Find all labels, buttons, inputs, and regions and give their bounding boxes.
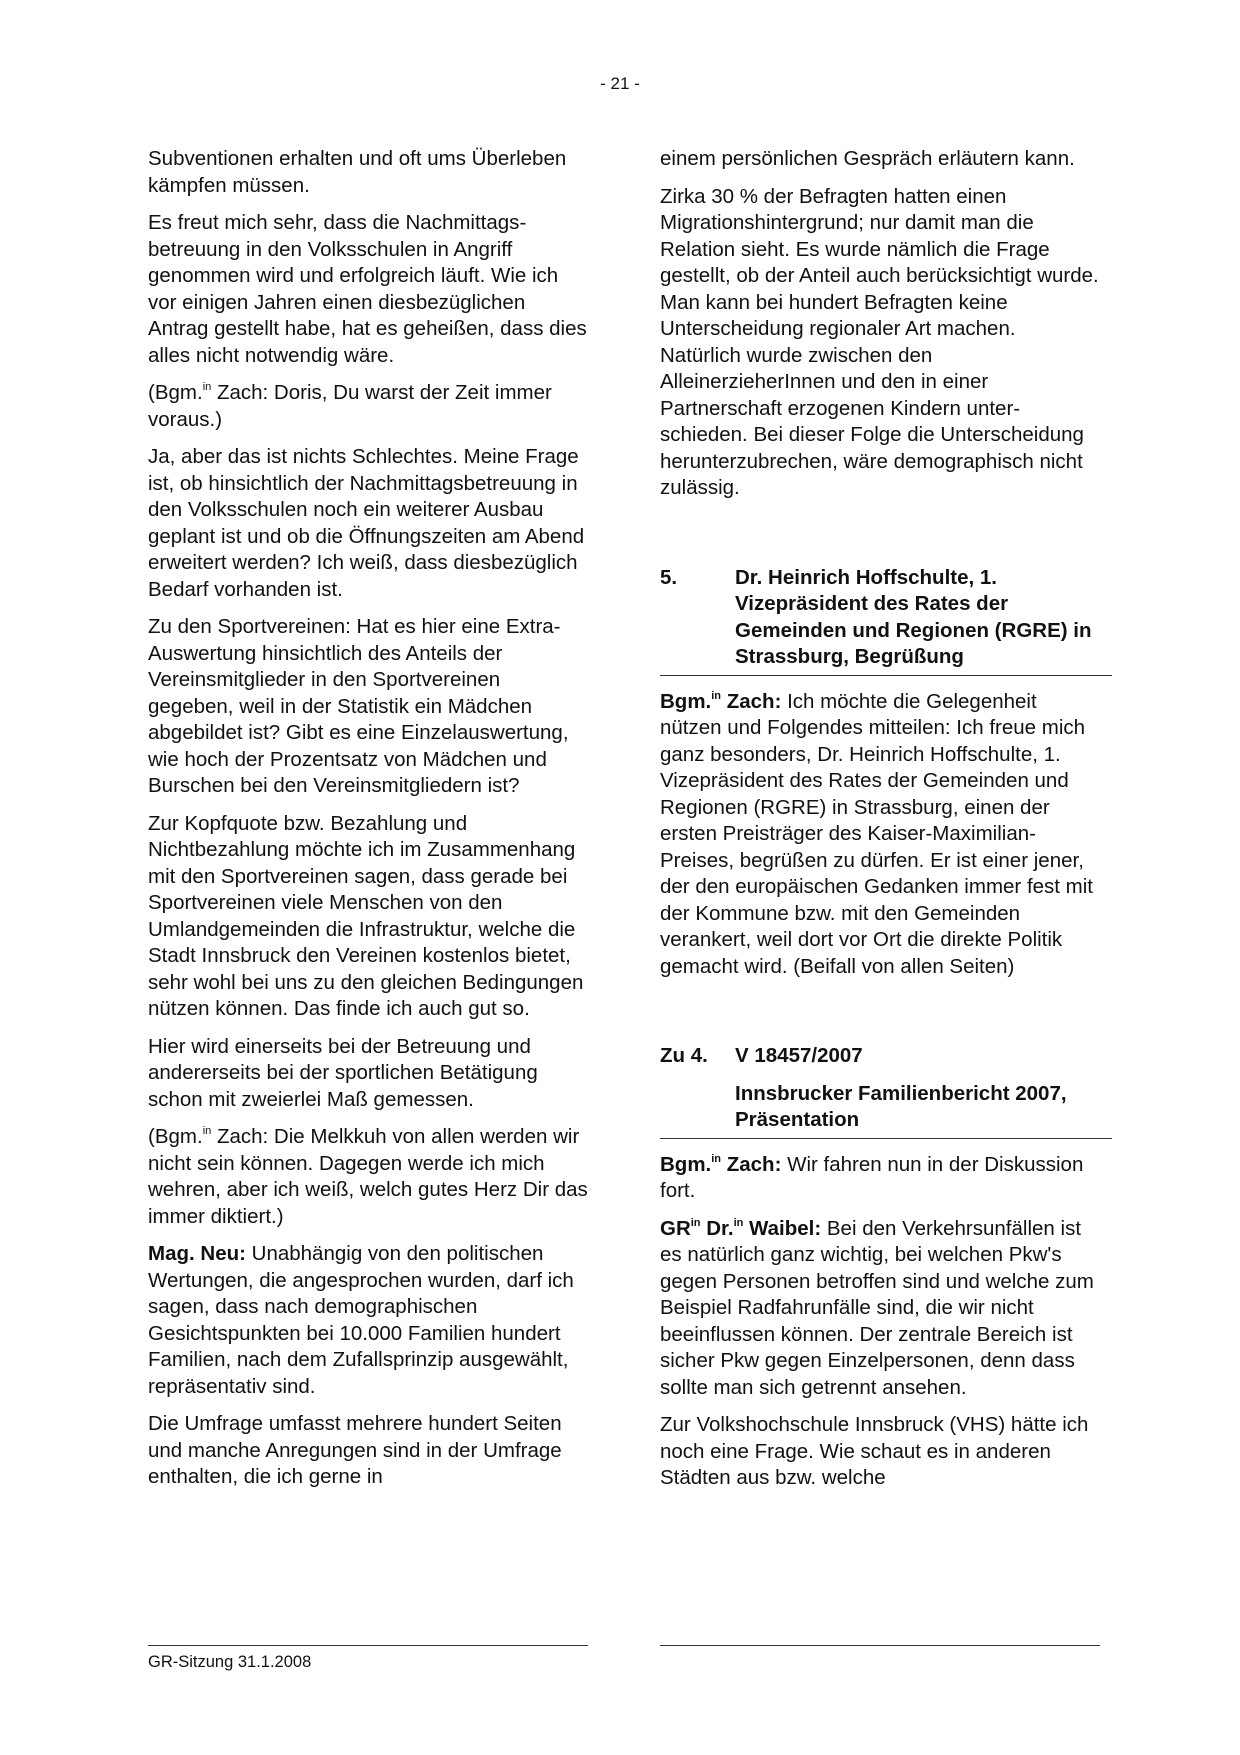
paragraph: Zirka 30 % der Befragten hatten einen Migrationshintergrund; nur damit man die Relation sieht. Es wurde nämlich die Frage gestellt, ob der Anteil auch berücksichtigt wurde. Man kann bei hundert Befragten keine Unterscheidung regionaler Art machen. Natürlich wurde zwischen den AlleinerzieherInnen und den in einer Partnerschaft erzogenen Kindern unterschieden. Bei dieser Folge die Unterscheidung herunterzubrechen, wäre demographisch nicht zulässig. bbox=[660, 184, 1099, 499]
paragraph: Die Umfrage umfasst mehrere hundert Seiten und manche Anregungen sind in der Umfrage enthalten, die ich gerne in bbox=[148, 1412, 562, 1488]
speaker-name: Bgm.$^{in}$ Zach: bbox=[660, 1152, 782, 1176]
left-column bbox=[148, 146, 588, 1502]
divider bbox=[660, 1138, 1112, 1139]
paragraph: Zur Kopfquote bzw. Bezahlung und Nichtbezahlung möchte ich im Zusammenhang mit den Sportvereinen sagen, dass gerade bei Sportvereinen viele Menschen von den Umlandgemeinden die Infrastruktur, welche die Stadt Innsbruck den Vereinen kostenlos bietet, sehr wohl bei uns zu den gleichen Bedingungen nützen können. Das finde ich auch gut so. bbox=[148, 811, 584, 1020]
speech: Bgm.$^{in}$ Zach: Wir fahren nun in der Diskussion fort. bbox=[660, 1152, 1084, 1202]
paragraph: Es freut mich sehr, dass die Nachmittagsbetreuung in den Volksschulen in Angriff genommen wird und erfolgreich läuft. Wie ich vor einigen Jahren einen diesbezüglichen Antrag gestellt habe, hat es geheißen, dass dies alles nicht notwendig wäre. bbox=[148, 211, 587, 367]
speaker-name: Mag. Neu: bbox=[148, 1242, 246, 1265]
paragraph: Ja, aber das ist nichts Schlechtes. Meine Frage ist, ob hinsichtlich der Nachmittagsbetreuung in den Volksschulen noch ein weiterer Ausbau geplant ist und ob die Öffnungszeiten am Abend erweitert werden? Ich weiß, dass diesbezüglich Bedarf vorhanden ist. bbox=[148, 445, 585, 601]
page-number: - 21 - bbox=[600, 74, 640, 93]
interjection: (Bgm.$^{in}$ Zach: Die Melkkuh von allen werden wir nicht sein können. Dagegen werde ich mich wehren, aber ich weiß, welch gutes Herz Dir das immer diktiert.) bbox=[148, 1125, 588, 1228]
agenda-heading-5: 5. Dr. Heinrich Hoffschulte, 1. Vizepräsident des Rates der Gemeinden und Regionen (RGRE) in Strassburg, Begrüßung bbox=[660, 565, 1092, 668]
speech: Bgm.$^{in}$ Zach: Ich möchte die Gelegenheit nützen und Folgendes mitteilen: Ich freue mich ganz besonders, Dr. Heinrich Hoffschulte, 1. Vizepräsident des Rates der Gemeinden und Regionen (RGRE) in Strassburg, einen der ersten Preisträger des Kaiser-Maximilian-Preises, begrüßen zu dürfen. Er ist einer jener, der den europäischen Gedanken immer fest mit der Kommune bzw. mit den Gemeinden verankert, weil dort vor Ort die direkte Politik gemacht wird. (Beifall von allen Seiten) bbox=[660, 689, 1094, 978]
paragraph: Zur Volkshochschule Innsbruck (VHS) hätte ich noch eine Frage. Wie schaut es in anderen Städten aus bzw. welche bbox=[660, 1413, 1089, 1489]
right-column bbox=[660, 146, 1100, 1503]
speaker-name: Bgm.$^{in}$ Zach: bbox=[660, 689, 782, 713]
footer-divider-right bbox=[660, 1645, 1100, 1646]
paragraph: einem persönlichen Gespräch erläutern kann. bbox=[660, 147, 1075, 170]
paragraph: Subventionen erhalten und oft ums Überleben kämpfen müssen. bbox=[148, 147, 567, 197]
agenda-subheading: Innsbrucker Familienbericht 2007, Präsentation bbox=[735, 1081, 1067, 1131]
speech: Mag. Neu: Unabhängig von den politischen Wertungen, die angesprochen wurden, darf ich sagen, dass nach demographischen Gesichtspunkten bei 10.000 Familien hundert Familien, nach dem Zufallsprinzip ausgewählt, repräsentativ sind. bbox=[148, 1242, 574, 1398]
interjection: (Bgm.$^{in}$ Zach: Doris, Du warst der Zeit immer voraus.) bbox=[148, 381, 552, 431]
speaker-name: $GR^{in}$ Dr.$^{in}$ Waibel: bbox=[660, 1216, 822, 1240]
speech: $GR^{in}$ Dr.$^{in}$ Waibel: Bei den Verkehrsunfällen ist es natürlich ganz wichtig, bei welchen Pkw's gegen Personen betroffen sind und welche zum Beispiel Radfahrunfälle sind, die wir nicht beeinflussen können. Der zentrale Bereich ist sicher Pkw gegen Einzelpersonen, denn dass sollte man sich getrennt ansehen. bbox=[660, 1216, 1094, 1399]
agenda-heading-4: Zu 4. V 18457/2007 bbox=[660, 1044, 863, 1067]
paragraph: Hier wird einerseits bei der Betreuung und andererseits bei der sportlichen Betätigung schon mit zweierlei Maß gemessen. bbox=[148, 1034, 538, 1111]
divider bbox=[660, 675, 1112, 676]
paragraph: Zu den Sportvereinen: Hat es hier eine Extra-Auswertung hinsichtlich des Anteils der Vereinsmitglieder in den Sportvereinen gegeben, weil in der Statistik ein Mädchen abgebildet ist? Gibt es eine Einzelauswertung, wie hoch der Prozentsatz von Mädchen und Burschen bei den Vereinsmitgliedern ist? bbox=[148, 615, 569, 797]
footer-text: GR-Sitzung 31.1.2008 bbox=[148, 1653, 312, 1671]
footer-divider-left bbox=[148, 1645, 588, 1646]
